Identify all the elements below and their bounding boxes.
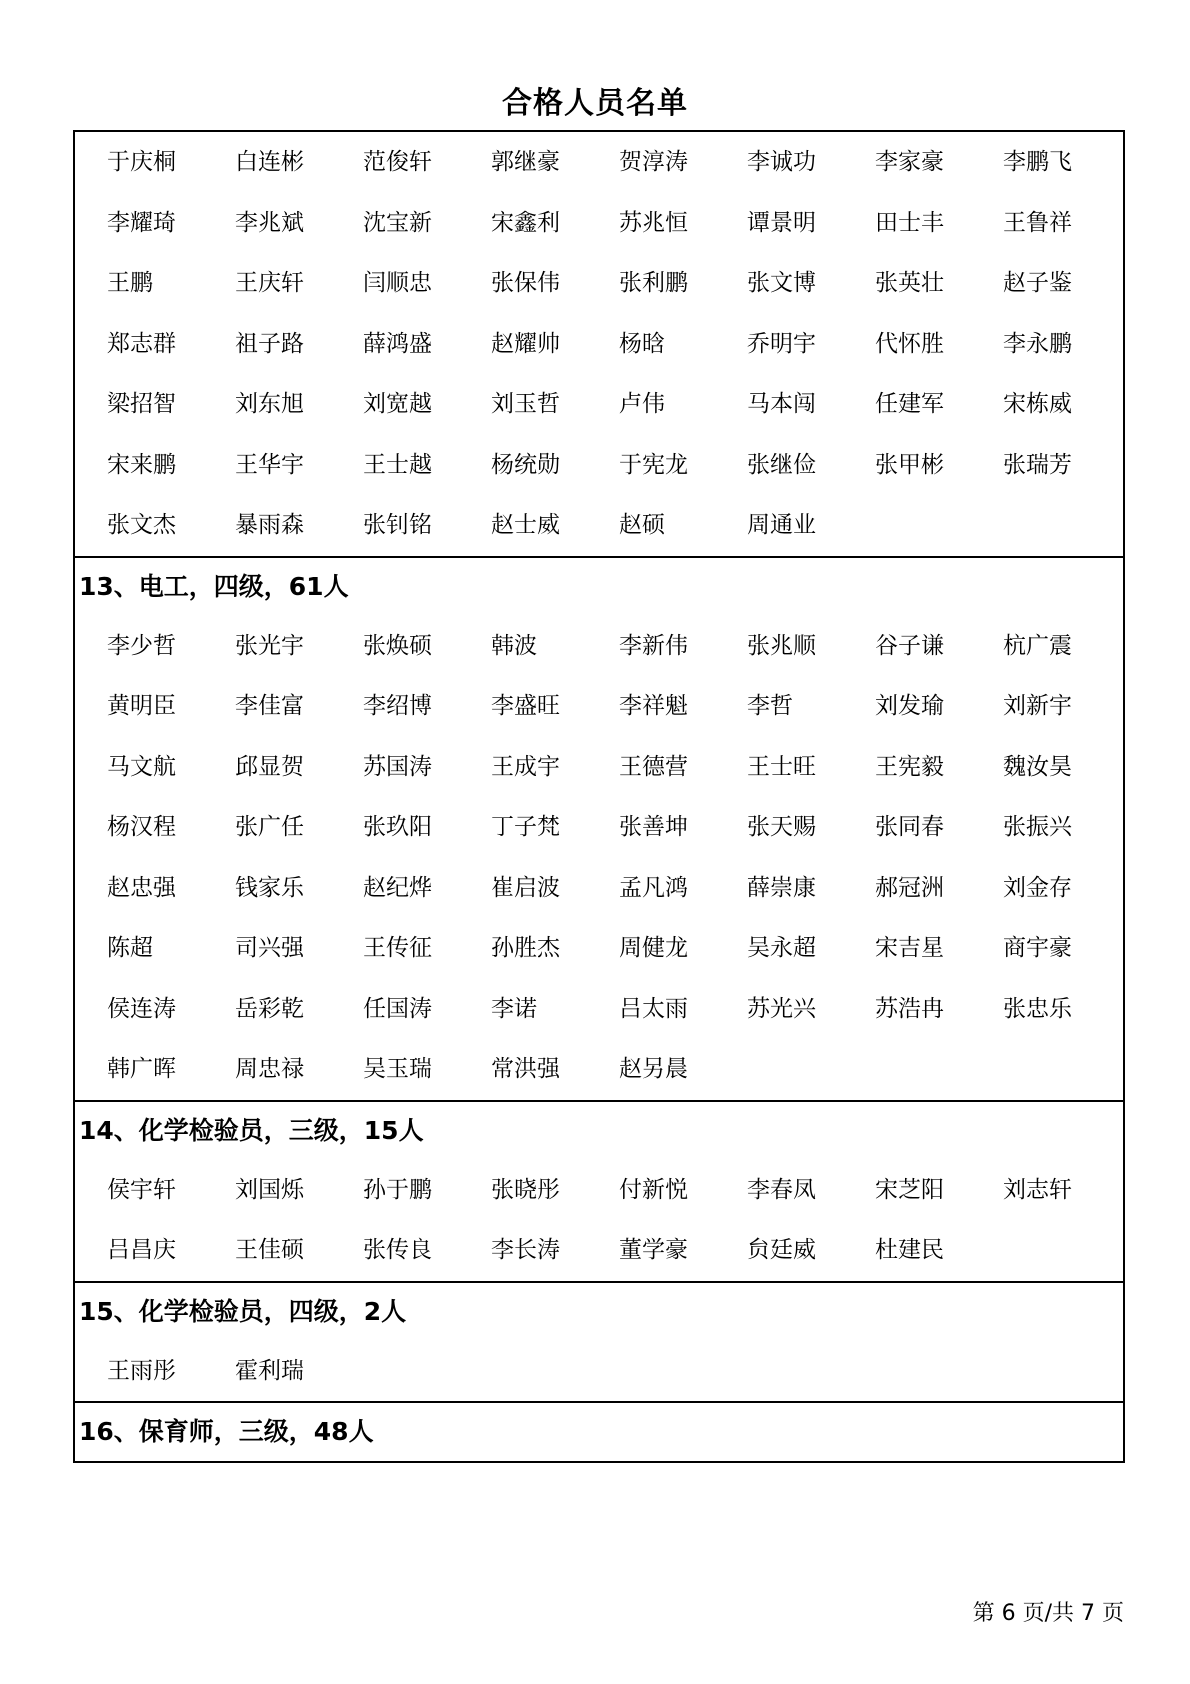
person-name: 宋吉星: [875, 935, 944, 961]
person-name: 王士旺: [747, 753, 816, 780]
person-name: 司兴强: [235, 935, 304, 961]
person-name: 卢伟: [619, 391, 665, 417]
person-name: 刘发瑜: [875, 693, 944, 719]
person-name: 杭广震: [1003, 632, 1072, 659]
person-name: 赵另晨: [619, 1056, 688, 1082]
person-name: 刘玉哲: [491, 391, 560, 417]
person-name: 张英壮: [875, 270, 944, 296]
person-name: 吴永超: [747, 935, 816, 961]
person-name: 孙胜杰: [491, 935, 560, 961]
person-name: 苏光兴: [747, 995, 816, 1022]
person-name: 刘新宇: [1003, 693, 1072, 719]
person-name: 任建军: [875, 391, 944, 417]
person-name: 于庆桐: [107, 149, 176, 175]
person-name: 张同春: [875, 814, 944, 840]
person-name: 邱显贺: [235, 753, 304, 780]
person-name: 暴雨森: [235, 512, 304, 538]
person-name: 苏兆恒: [619, 209, 688, 236]
person-name: 孙于鹏: [363, 1176, 432, 1203]
person-name: 侯宇轩: [107, 1176, 176, 1203]
person-name: 岳彩乾: [235, 995, 304, 1022]
person-name: 白连彬: [235, 149, 304, 175]
person-name: 薛鸿盛: [363, 330, 432, 357]
person-name: 李鹏飞: [1003, 149, 1072, 175]
person-name: 张甲彬: [875, 451, 944, 478]
person-name: 马本闯: [747, 391, 816, 417]
person-name: 张广任: [235, 814, 304, 840]
person-name: 张兆顺: [747, 632, 816, 659]
roster-section: [75, 556, 1123, 1100]
person-name: 张文博: [747, 270, 816, 296]
person-name: 李诺: [491, 995, 537, 1022]
person-name: 宋栋威: [1003, 391, 1072, 417]
person-name: 韩广晖: [107, 1056, 176, 1082]
person-name: 赵忠强: [107, 874, 176, 901]
person-name: 李耀琦: [107, 209, 176, 236]
person-name: 李盛旺: [491, 693, 560, 719]
person-name: 张振兴: [1003, 814, 1072, 840]
person-name: 吕昌庆: [107, 1237, 176, 1263]
person-name: 刘金存: [1003, 874, 1072, 901]
person-name: 郑志群: [107, 330, 176, 357]
person-name: 韩波: [491, 632, 537, 659]
person-name: 张利鹏: [619, 270, 688, 296]
person-name: 闫顺忠: [363, 270, 432, 296]
person-name: 吴玉瑞: [363, 1056, 432, 1082]
section-header: 14、化学检验员，三级，15人: [79, 1115, 424, 1145]
person-name: 李祥魁: [619, 693, 688, 719]
name-grid: [75, 1160, 1123, 1281]
person-name: 宋来鹏: [107, 451, 176, 478]
person-name: 李绍博: [363, 693, 432, 719]
person-name: 范俊轩: [363, 149, 432, 175]
person-name: 王佳硕: [235, 1237, 304, 1263]
person-name: 苏国涛: [363, 753, 432, 780]
person-name: 赵纪烨: [363, 874, 432, 901]
person-name: 李兆斌: [235, 209, 304, 236]
person-name: 郝冠洲: [875, 874, 944, 901]
person-name: 薛崇康: [747, 874, 816, 901]
roster-section: [75, 1100, 1123, 1281]
person-name: 陈超: [107, 935, 153, 961]
person-name: 李哲: [747, 693, 793, 719]
roster-section: [75, 132, 1123, 556]
person-name: 董学豪: [619, 1237, 688, 1263]
person-name: 孟凡鸿: [619, 874, 688, 901]
person-name: 张天赐: [747, 814, 816, 840]
person-name: 崔启波: [491, 874, 560, 901]
person-name: 谭景明: [747, 209, 816, 236]
person-name: 赵硕: [619, 512, 665, 538]
person-name: 周通业: [747, 512, 816, 538]
person-name: 于宪龙: [619, 451, 688, 478]
person-name: 张善坤: [619, 814, 688, 840]
person-name: 李新伟: [619, 632, 688, 659]
person-name: 李长涛: [491, 1237, 560, 1263]
person-name: 付新悦: [619, 1176, 688, 1203]
person-name: 赵子鉴: [1003, 270, 1072, 296]
person-name: 宋鑫利: [491, 209, 560, 236]
person-name: 丁子梵: [491, 814, 560, 840]
person-name: 张晓彤: [491, 1176, 560, 1203]
name-grid: [75, 1341, 1123, 1402]
person-name: 王雨彤: [107, 1357, 176, 1384]
person-name: 张焕硕: [363, 632, 432, 659]
person-name: 宋芝阳: [875, 1176, 944, 1203]
person-name: 苏浩冉: [875, 995, 944, 1022]
person-name: 谷子谦: [875, 632, 944, 659]
person-name: 张钊铭: [363, 512, 432, 538]
person-name: 杨汉程: [107, 814, 176, 840]
person-name: 杨统勋: [491, 451, 560, 478]
person-name: 代怀胜: [875, 330, 944, 357]
person-name: 张保伟: [491, 270, 560, 296]
person-name: 刘宽越: [363, 391, 432, 417]
person-name: 马文航: [107, 753, 176, 780]
person-name: 杨晗: [619, 330, 665, 357]
person-name: 李春凤: [747, 1176, 816, 1203]
person-name: 王传征: [363, 935, 432, 961]
person-name: 王成宇: [491, 753, 560, 780]
person-name: 周忠禄: [235, 1056, 304, 1082]
person-name: 魏汝昊: [1003, 753, 1072, 780]
person-name: 侯连涛: [107, 995, 176, 1022]
person-name: 霍利瑞: [235, 1357, 304, 1384]
person-name: 张文杰: [107, 512, 176, 538]
name-grid: [75, 616, 1123, 1100]
person-name: 乔明宇: [747, 330, 816, 357]
person-name: 赵士威: [491, 512, 560, 538]
person-name: 王宪毅: [875, 753, 944, 780]
person-name: 张继俭: [747, 451, 816, 478]
person-name: 李佳富: [235, 693, 304, 719]
person-name: 贺淳涛: [619, 149, 688, 175]
person-name: 张光宇: [235, 632, 304, 659]
person-name: 张传良: [363, 1237, 432, 1263]
person-name: 赵耀帅: [491, 330, 560, 357]
roster-table: [73, 130, 1125, 1463]
person-name: 李永鹏: [1003, 330, 1072, 357]
page-title: 合格人员名单: [502, 86, 688, 121]
person-name: 吕太雨: [619, 995, 688, 1022]
person-name: 王德营: [619, 753, 688, 780]
person-name: 王鲁祥: [1003, 209, 1072, 236]
person-name: 贠廷威: [747, 1237, 816, 1263]
person-name: 周健龙: [619, 935, 688, 961]
person-name: 商宇豪: [1003, 935, 1072, 961]
section-header: 15、化学检验员，四级，2人: [79, 1296, 407, 1326]
person-name: 刘志轩: [1003, 1176, 1072, 1203]
person-name: 李少哲: [107, 632, 176, 659]
person-name: 王鹏: [107, 270, 153, 296]
person-name: 王庆轩: [235, 270, 304, 296]
section-header: 13、电工，四级，61人: [79, 571, 349, 601]
person-name: 任国涛: [363, 995, 432, 1022]
person-name: 祖子路: [235, 330, 304, 357]
person-name: 梁招智: [107, 391, 176, 417]
page-number: 第 6 页/共 7 页: [972, 1601, 1124, 1626]
person-name: 刘东旭: [235, 391, 304, 417]
person-name: 钱家乐: [235, 874, 304, 901]
person-name: 杜建民: [875, 1237, 944, 1263]
name-grid: [75, 132, 1123, 556]
person-name: 黄明臣: [107, 693, 176, 719]
person-name: 刘国烁: [235, 1176, 304, 1203]
person-name: 郭继豪: [491, 149, 560, 175]
person-name: 张玖阳: [363, 814, 432, 840]
roster-section: [75, 1401, 1123, 1461]
person-name: 李诚功: [747, 149, 816, 175]
person-name: 李家豪: [875, 149, 944, 175]
person-name: 沈宝新: [363, 209, 432, 236]
person-name: 田士丰: [875, 209, 944, 236]
person-name: 张忠乐: [1003, 995, 1072, 1022]
roster-section: [75, 1281, 1123, 1402]
person-name: 张瑞芳: [1003, 451, 1072, 478]
section-header: 16、保育师，三级，48人: [79, 1417, 374, 1446]
person-name: 常洪强: [491, 1056, 560, 1082]
person-name: 王士越: [363, 451, 432, 478]
person-name: 王华宇: [235, 451, 304, 478]
